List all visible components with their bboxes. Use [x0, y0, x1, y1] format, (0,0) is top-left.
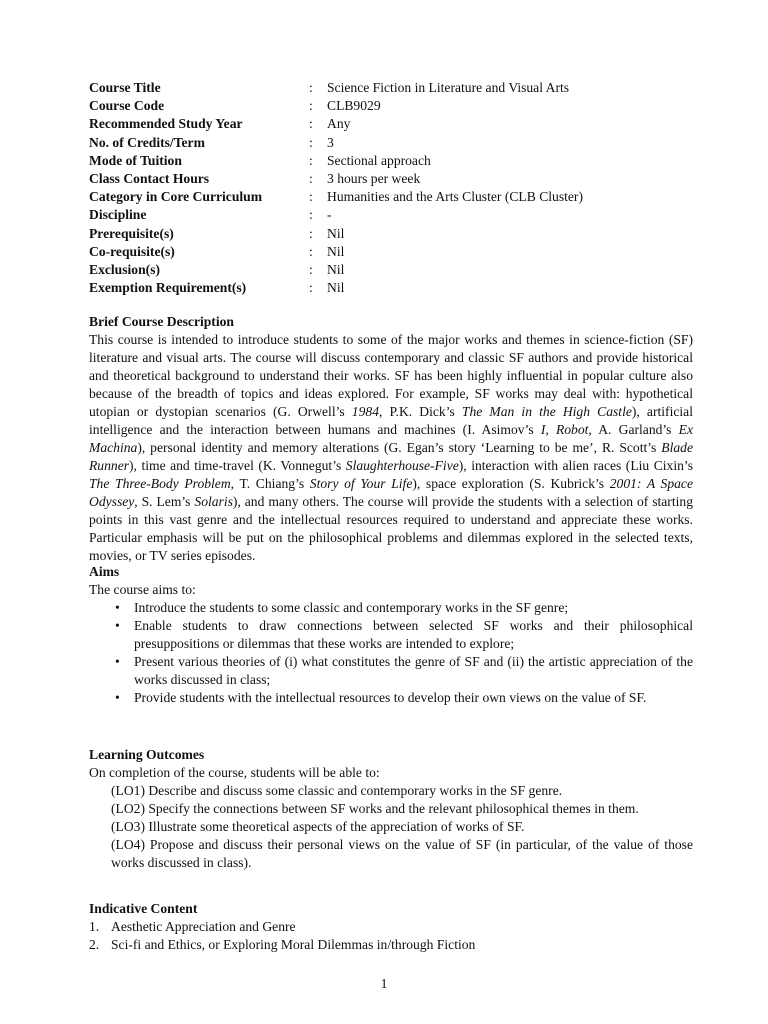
info-label: Prerequisite(s) — [89, 225, 174, 241]
info-value: Nil — [327, 225, 345, 241]
bullet-icon: • — [115, 600, 120, 615]
learning-outcome-item: (LO3) Illustrate some theoretical aspects of the appreciation of works of SF. — [111, 819, 525, 834]
aim-text: Introduce the students to some classic and contemporary works in the SF genre; — [134, 600, 569, 615]
info-value: Sectional approach — [327, 152, 431, 168]
bullet-icon: • — [115, 690, 120, 705]
section-heading: Aims — [89, 564, 120, 579]
learning-outcomes-section — [89, 746, 693, 872]
aims-intro: The course aims to: — [89, 582, 196, 597]
description-text: , S. Lem’s — [134, 494, 195, 509]
info-label: Mode of Tuition — [89, 152, 182, 168]
info-colon: : — [309, 116, 313, 132]
description-text: ), space exploration (S. Kubrick’s — [412, 476, 610, 491]
work-title: The Man in the High Castle — [461, 404, 632, 419]
description-text: This course is intended to introduce students to some of the major works and themes in science-fiction (SF) literature and visual arts. The course will discuss contemporary and classic SF authors and provide historical and theoretical background to understand their works. SF has been highly influential in popular culture also because of the breadth of topics and ideas explored. For example, SF works may deal with: hypothetical utopian or dystopian scenarios (G. Orwell’s — [89, 332, 693, 419]
info-label: Category in Core Curriculum — [89, 189, 263, 205]
info-value: Any — [327, 116, 351, 132]
work-title: Solaris — [194, 494, 233, 509]
description-text: , T. Chiang’s — [230, 476, 310, 491]
aims-list — [89, 599, 693, 707]
info-colon: : — [309, 80, 313, 95]
indicative-content-list — [89, 918, 693, 954]
info-value: 3 hours per week — [327, 170, 421, 186]
info-value: 3 — [327, 134, 334, 150]
indicative-content-section — [89, 900, 693, 954]
info-value: Science Fiction in Literature and Visual Arts — [327, 80, 570, 95]
info-value: Nil — [327, 280, 345, 296]
info-label: Class Contact Hours — [89, 170, 210, 186]
item-number: 2. — [89, 937, 100, 952]
aim-text: Present various theories of (i) what constitutes the genre of SF and (ii) the artistic appreciation of the works discussed in class; — [134, 654, 693, 687]
course-info-row — [89, 79, 707, 97]
info-colon: : — [309, 243, 313, 259]
item-text: Sci-fi and Ethics, or Exploring Moral Dilemmas in/through Fiction — [111, 937, 476, 952]
list-item — [89, 918, 693, 936]
course-info-row — [89, 206, 707, 224]
list-item — [89, 599, 693, 617]
info-colon: : — [309, 225, 313, 241]
item-number: 1. — [89, 919, 100, 934]
info-label: Co-requisite(s) — [89, 243, 175, 259]
info-value: - — [327, 207, 332, 223]
course-info-row — [89, 115, 707, 133]
info-colon: : — [309, 280, 313, 296]
description-text: ), time and time-travel (K. Vonnegut’s — [129, 458, 346, 473]
course-info-row — [89, 170, 707, 188]
description-text: ), and many others. The course will provide the students with a selection of starting points in this vast genre and the intellectual resources required to understand and appreciate these works. Particular emphasis will be put on the philosophical problems and dilemmas explored in the selected texts, movies, or TV series episodes. — [89, 494, 693, 563]
description-text: , A. Garland’s — [588, 422, 679, 437]
bullet-icon: • — [115, 654, 120, 669]
list-item — [89, 617, 693, 653]
learning-outcomes-intro: On completion of the course, students will be able to: — [89, 765, 380, 780]
description-text: ), artificial intelligence and the interaction between humans and machines (I. Asimov’s — [89, 404, 693, 437]
info-colon: : — [309, 170, 313, 186]
course-info-table — [89, 79, 707, 297]
info-label: Discipline — [89, 207, 147, 223]
bullet-icon: • — [115, 618, 120, 633]
info-colon: : — [309, 261, 313, 277]
course-info-row — [89, 243, 707, 261]
course-info-row — [89, 261, 707, 279]
learning-outcome-item: (LO2) Specify the connections between SF works and the relevant philosophical themes in them. — [111, 801, 639, 816]
page-number: 1 — [380, 976, 388, 991]
list-item — [89, 689, 693, 707]
work-title: Story of Your Life — [309, 476, 413, 491]
list-item — [89, 653, 693, 689]
course-info-row — [89, 152, 707, 170]
work-title: 2001: A Space Odyssey — [89, 476, 693, 509]
info-colon: : — [309, 207, 313, 223]
course-description-section — [89, 313, 693, 565]
course-info-row — [89, 279, 707, 297]
item-text: Aesthetic Appreciation and Genre — [111, 919, 296, 934]
info-value: Humanities and the Arts Cluster (CLB Cluster) — [327, 189, 583, 205]
section-heading: Learning Outcomes — [89, 747, 205, 762]
info-label: Exemption Requirement(s) — [89, 280, 247, 296]
work-title: Ex Machina — [89, 422, 693, 455]
info-value: Nil — [327, 243, 345, 259]
info-label: Course Code — [89, 98, 165, 114]
aims-section — [89, 563, 693, 707]
work-title: The Three-Body Problem — [89, 476, 231, 491]
info-colon: : — [309, 98, 313, 114]
aim-text: Provide students with the intellectual resources to develop their own views on the value of SF. — [134, 690, 647, 705]
work-title: 1984 — [351, 404, 379, 419]
info-value: Nil — [327, 261, 345, 277]
course-info-row — [89, 188, 707, 206]
section-heading: Brief Course Description — [89, 314, 234, 329]
work-title: Blade Runner — [89, 440, 693, 473]
description-text: ), personal identity and memory alterations (G. Egan’s story ‘Learning to be me’, R. Scott’s — [137, 440, 662, 455]
info-label: Exclusion(s) — [89, 261, 161, 277]
aim-text: Enable students to draw connections between selected SF works and their philosophical presuppositions or dilemmas that these works are intended to explore; — [134, 618, 693, 651]
info-colon: : — [309, 189, 313, 205]
info-value: CLB9029 — [327, 98, 381, 114]
description-paragraph — [89, 331, 693, 565]
learning-outcome-item: (LO4) Propose and discuss their personal views on the value of SF (in particular, of the value of those works discussed in class). — [111, 837, 693, 870]
course-info-row — [89, 97, 707, 115]
info-label: Course Title — [89, 80, 161, 95]
info-label: No. of Credits/Term — [89, 134, 205, 150]
course-info-row — [89, 134, 707, 152]
course-info-row — [89, 225, 707, 243]
description-text: ), interaction with alien races (Liu Cixin’s — [458, 458, 693, 473]
info-colon: : — [309, 134, 313, 150]
work-title: Slaughterhouse-Five — [345, 458, 459, 473]
list-item — [89, 936, 693, 954]
work-title: I, Robot — [540, 422, 589, 437]
learning-outcome-item: (LO1) Describe and discuss some classic and contemporary works in the SF genre. — [111, 783, 563, 798]
info-label: Recommended Study Year — [89, 116, 243, 132]
info-colon: : — [309, 152, 313, 168]
description-text: , P.K. Dick’s — [378, 404, 462, 419]
section-heading: Indicative Content — [89, 901, 198, 916]
